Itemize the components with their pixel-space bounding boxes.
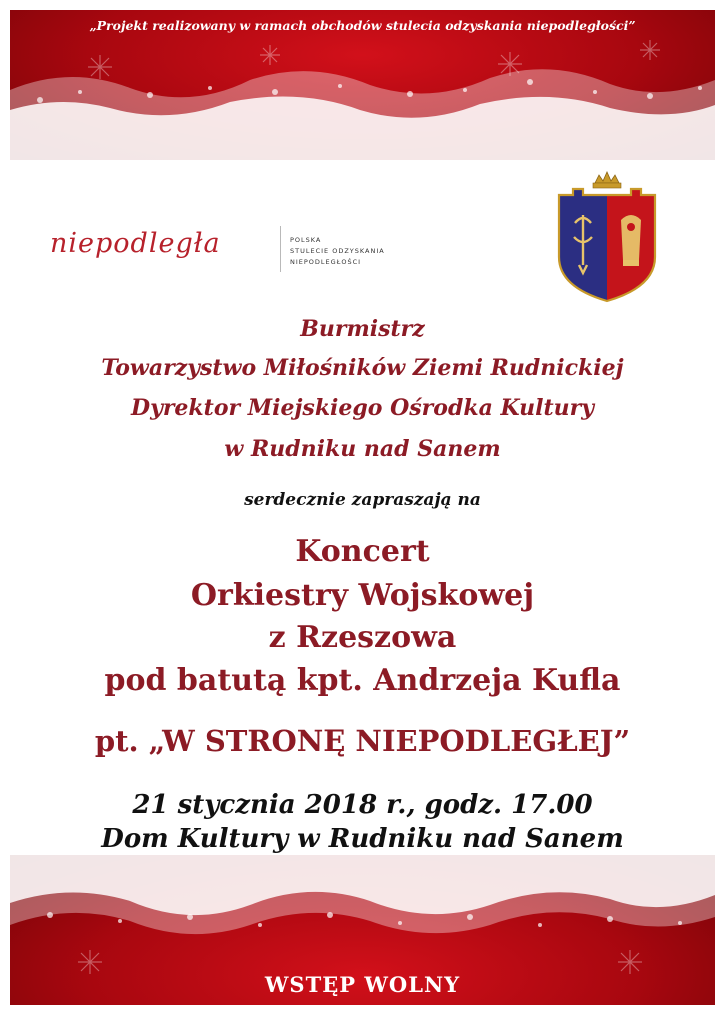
organizer-line-3: Dyrektor Miejskiego Ośrodka Kultury — [130, 395, 595, 421]
niepodlegla-logo — [50, 222, 420, 280]
concert-title: pt. „W STRONĘ NIEPODLEGŁEJ” — [94, 724, 631, 758]
organizer-line-4: w Rudniku nad Sanem — [224, 436, 501, 462]
logo-subtitle — [290, 235, 385, 268]
event-venue: Dom Kultury w Rudniku nad Sanem — [101, 824, 624, 854]
organizer-line-2: Towarzystwo Miłośników Ziemi Rudnickiej — [101, 355, 624, 381]
coat-of-arms-icon — [553, 165, 661, 305]
logo-sub-line1: POLSKA — [290, 236, 322, 244]
logo-sub-line2: STULECIE ODZYSKANIA — [290, 247, 385, 255]
invite-text: serdecznie zapraszają na — [244, 490, 481, 510]
organizer-line-1: Burmistrz — [300, 316, 425, 342]
logo-sub-line3: NIEPODLEGŁOŚCI — [290, 258, 362, 266]
project-note: „Projekt realizowany w ramach obchodów stulecia odzyskania niepodległości” — [89, 18, 636, 33]
event-date: 21 stycznia 2018 r., godz. 17.00 — [132, 790, 593, 820]
concert-line-4: pod batutą kpt. Andrzeja Kufla — [104, 663, 621, 698]
concert-line-2: Orkiestry Wojskowej — [190, 578, 535, 613]
free-entry-label: WSTĘP WOLNY — [264, 972, 461, 997]
concert-line-1: Koncert — [295, 534, 430, 569]
logo-divider — [280, 226, 281, 272]
logo-script-text: niepodległa — [50, 228, 221, 259]
concert-line-3: z Rzeszowa — [268, 620, 457, 655]
